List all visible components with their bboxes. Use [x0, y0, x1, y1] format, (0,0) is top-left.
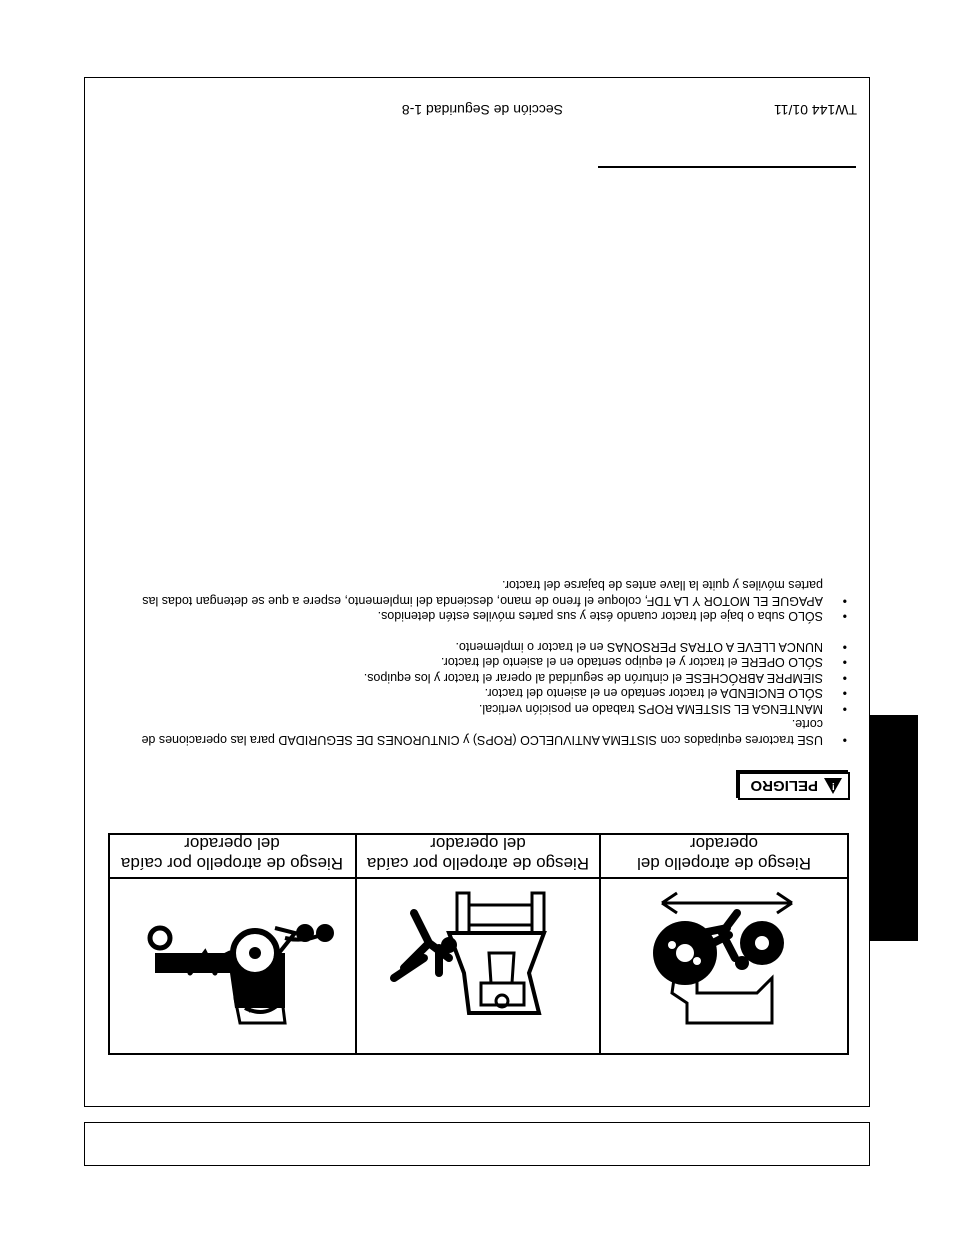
list-item: • SÓLO OPERE el tractor y el equipo sentado en el asiento del tractor.	[109, 654, 849, 670]
hazard-table	[108, 833, 849, 1055]
runover-fall-tractor-hazard-icon	[110, 879, 355, 1053]
section-title: Sección de Seguridad 1-8	[401, 102, 563, 118]
runover-fall-hazard-icon	[357, 879, 599, 1053]
hazard-cell	[601, 879, 847, 1053]
list-item: • USE tractores equipados con SISTEMA ANTIVUELCO (ROPS) y CINTURONES DE SEGURIDAD para las operaciones de corte.	[109, 716, 849, 747]
danger-label	[738, 772, 850, 800]
list-item: • SIEMPRE ABRÓCHESE el cinturón de seguridad al operar el tractor y los equipos.	[109, 670, 849, 686]
warning-triangle-icon: !	[824, 778, 842, 794]
hazard-caption: Riesgo de atropello por caída del operador	[120, 834, 344, 873]
safety-rules-list	[109, 577, 849, 747]
list-item: • SÓLO ENCIENDA el tractor sentado en el asiento del tractor.	[109, 685, 849, 701]
list-item: • NUNCA LLEVE A OTRAS PERSONAS en el tractor o implemento.	[109, 639, 849, 655]
runover-hazard-icon	[601, 879, 847, 1053]
list-item: • SÓLO suba o baje del tractor cuando éste y sus partes móviles estén detenidos.	[109, 608, 849, 624]
hazard-cell	[110, 879, 355, 1053]
top-rule	[598, 166, 856, 168]
hazard-cell	[357, 879, 599, 1053]
hazard-caption: Riesgo de atropello por caída del operador	[366, 834, 590, 873]
hazard-caption: Riesgo de atropello del operador	[637, 834, 811, 873]
document-code: TW144 01/11	[773, 102, 857, 118]
danger-label-text: PELIGRO	[750, 777, 818, 795]
list-item: • APAGUE EL MOTOR Y LA TDF, coloque el freno de mano, descienda del implemento, espere a que se detengan todas las partes móviles y quite la llave antes de bajarse del tractor.	[109, 577, 849, 608]
list-item: • MANTENGA EL SISTEMA ROPS trabado en posición vertical.	[109, 701, 849, 717]
